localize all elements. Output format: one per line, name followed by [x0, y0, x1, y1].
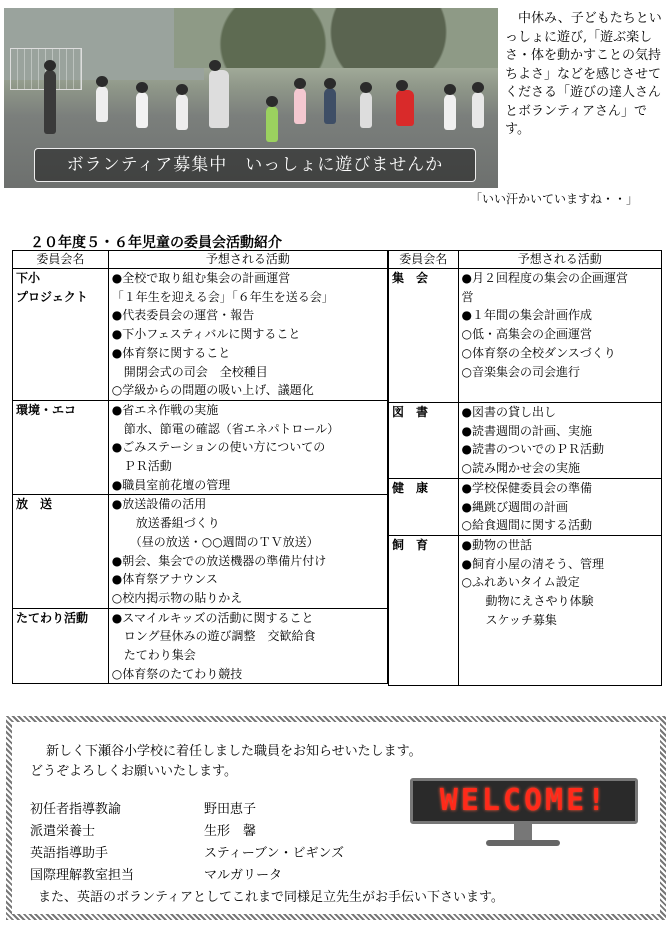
child-figure	[360, 92, 372, 128]
staff-role: 初任者指導教諭	[30, 802, 122, 817]
activity-item: 「１年生を迎える会」「６年生を送る会」	[111, 289, 334, 304]
led-board	[410, 778, 638, 824]
activity-item: ○学級からの問題の吸い上げ、議題化	[111, 383, 314, 398]
activity-item: 営	[461, 289, 474, 304]
volunteer-banner: ボランティア募集中 いっしょに遊びませんか	[34, 148, 476, 182]
child-figure	[96, 86, 108, 122]
committee-name-line: 飼 育	[392, 537, 429, 552]
activity-item: ●飼育小屋の清そう、管理	[461, 556, 604, 571]
header-activity: 予想される活動	[458, 251, 661, 269]
activity-item: ●体育祭に関すること	[111, 345, 231, 360]
committee-activities	[458, 403, 661, 479]
activity-item: ●スマイルキッズの活動に関すること	[111, 610, 314, 625]
activity-item: ○体育祭のたてわり競技	[111, 666, 243, 681]
activity-item: ●体育祭アナウンス	[111, 572, 218, 587]
committee-row	[389, 269, 662, 403]
staff-name: マルガリータ	[204, 868, 283, 883]
committee-table-right	[388, 250, 662, 686]
activity-item: ●動物の世話	[461, 537, 532, 552]
committee-row	[389, 535, 662, 685]
committee-name-line: 環境・エコ	[16, 402, 77, 417]
notice-intro-1: 新しく下瀬谷小学校に着任しました職員をお知らせいたします。	[46, 744, 422, 759]
child-figure	[266, 106, 278, 142]
adult-figure	[44, 70, 56, 134]
activity-item: （昼の放送・○○週間のＴＶ放送）	[111, 534, 319, 549]
activity-item: たてわり集会	[111, 648, 196, 663]
welcome-sign-text: WELCOME!	[439, 783, 609, 818]
section-title: ２０年度５・６年児童の委員会活動紹介	[30, 235, 282, 251]
committee-name-line: 集 会	[392, 271, 429, 285]
activity-item: 節水、節電の確認（省エネパトロール）	[111, 421, 340, 436]
activity-item: ●省エネ作戦の実施	[111, 402, 219, 417]
activity-item: ●１年間の集会計画作成	[461, 308, 592, 323]
committee-name-line: 図 書	[392, 405, 429, 419]
activity-item: ●職員室前花壇の管理	[111, 477, 231, 492]
committee-name-line: 放 送	[16, 497, 53, 512]
notice-intro-2: どうぞよろしくお願いいたします。	[30, 764, 237, 779]
committee-activities	[458, 478, 661, 535]
child-figure	[324, 88, 336, 124]
committee-activities	[108, 495, 387, 608]
volunteer-photo	[4, 8, 498, 188]
committee-activities	[458, 269, 661, 403]
activity-item: ○ふれあいタイム設定	[461, 575, 580, 590]
committee-row	[13, 495, 388, 608]
staff-name: スティーブン・ビギンズ	[204, 846, 345, 861]
committee-table-left	[12, 250, 388, 684]
committee-name	[389, 269, 459, 403]
child-figure	[472, 92, 484, 128]
notice-closing: また、英語のボランティアとしてこれまで同様足立先生がお手伝い下さいます。	[38, 890, 504, 905]
staff-name: 野田恵子	[204, 802, 257, 817]
committee-name	[389, 535, 459, 685]
committee-name	[13, 269, 109, 401]
activity-item: ロング昼休みの遊び調整 交歓給食	[111, 629, 316, 644]
committee-activities	[108, 269, 387, 401]
committee-activities	[458, 535, 661, 685]
activity-item: ●学校保健委員会の準備	[461, 480, 592, 495]
staff-role: 国際理解教室担当	[30, 868, 135, 883]
committee-name	[13, 608, 109, 684]
committee-name-line: 健 康	[392, 480, 429, 495]
child-figure	[294, 88, 306, 124]
activity-item: 動物にえさやり体験	[461, 594, 594, 609]
committee-name	[389, 478, 459, 535]
staff-role: 派遣栄養士	[30, 824, 96, 839]
committee-row	[389, 478, 662, 535]
staff-role: 英語指導助手	[30, 846, 109, 861]
committee-row	[389, 403, 662, 479]
activity-item: ●下小フェスティバルに関すること	[111, 327, 301, 342]
activity-item: ●代表委員会の運営・報告	[111, 308, 255, 323]
header-activity: 予想される活動	[108, 251, 387, 269]
activity-item: ＰＲ活動	[111, 459, 172, 474]
activity-item: ○給食週間に関する活動	[461, 518, 592, 533]
committee-name-line: 下小	[16, 271, 41, 285]
child-figure	[176, 94, 188, 130]
committee-name	[13, 400, 109, 495]
activity-item: 放送番組づくり	[111, 516, 220, 531]
activity-item: ●読書週間の計画、実施	[461, 423, 592, 438]
activity-item: ●読書のついでのＰＲ活動	[461, 442, 604, 457]
activity-item: 開閉会式の司会 全校種目	[111, 364, 268, 379]
activity-item: ●月２回程度の集会の企画運営	[461, 271, 628, 285]
committee-activities	[108, 608, 387, 684]
activity-item: ○低・高集会の企画運営	[461, 327, 592, 342]
activity-item: ●朝会、集会での放送機器の準備片付け	[111, 553, 327, 568]
activity-item: ○音楽集会の司会進行	[461, 364, 580, 379]
activity-item: ○校内掲示物の貼りかえ	[111, 590, 243, 605]
activity-item: ●ごみステーションの使い方についての	[111, 440, 326, 455]
activity-item: ●全校で取り組む集会の計画運営	[111, 271, 291, 285]
committee-row	[13, 400, 388, 495]
committee-row	[13, 608, 388, 684]
trees	[174, 8, 498, 68]
committee-row	[13, 269, 388, 401]
adult-figure	[209, 70, 229, 128]
sign-base	[486, 840, 560, 846]
sign-post	[514, 824, 532, 840]
child-figure	[396, 90, 414, 126]
side-text	[505, 10, 665, 140]
committee-name-line: プロジェクト	[16, 289, 88, 304]
committee-activities	[108, 400, 387, 495]
activity-item: ○読み聞かせ会の実施	[461, 461, 580, 476]
activity-item: ●図書の貸し出し	[461, 405, 556, 419]
committee-name	[13, 495, 109, 608]
activity-item: スケッチ募集	[461, 612, 557, 627]
welcome-sign	[410, 778, 640, 848]
activity-item: ○体育祭の全校ダンスづくり	[461, 345, 616, 360]
committee-name-line: たてわり活動	[16, 610, 89, 625]
child-figure	[444, 94, 456, 130]
child-figure	[136, 92, 148, 128]
activity-item: ●放送設備の活用	[111, 497, 207, 512]
side-paragraph: 中休み、子どもたちといっしょに遊び,「遊ぶ楽しさ・体を動かすことの気持ちよさ」などを感じさせてくださる「遊びの達人さんとボランティアさん」です。	[505, 11, 662, 137]
activity-item: ●縄跳び週間の計画	[461, 499, 568, 514]
photo-caption: 「いい汗かいていますね・・」	[470, 192, 639, 206]
header-committee: 委員会名	[13, 251, 109, 269]
header-committee: 委員会名	[389, 251, 459, 269]
staff-name: 生形 馨	[204, 824, 257, 839]
committee-name	[389, 403, 459, 479]
